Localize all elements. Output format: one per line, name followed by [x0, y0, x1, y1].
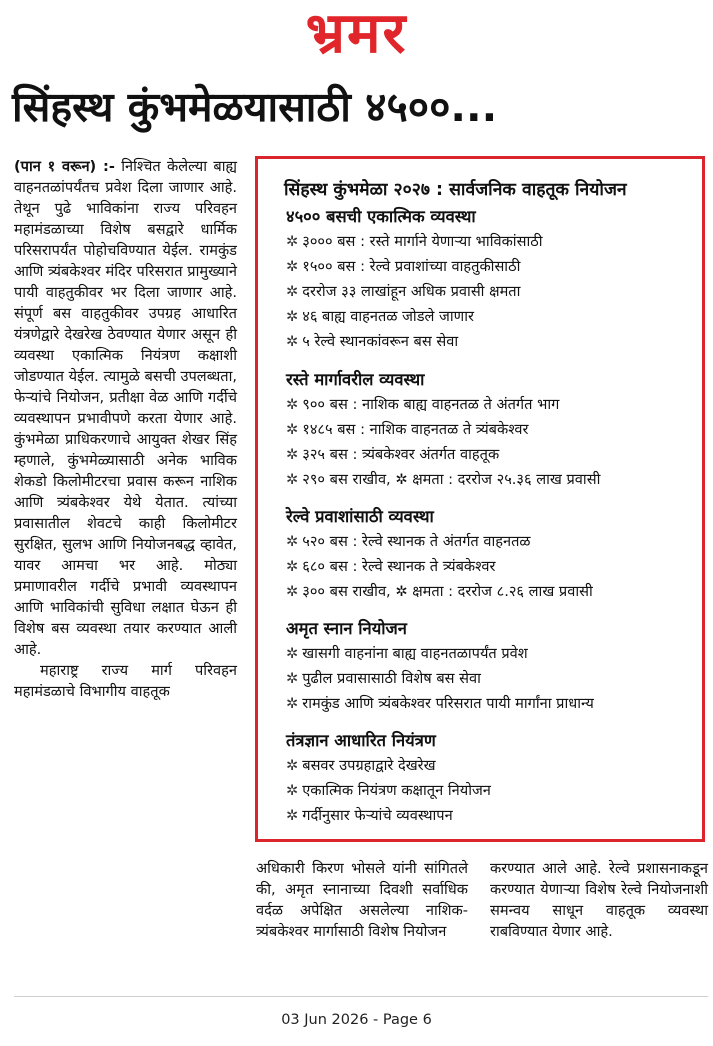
- asterisk-bullet-icon: ✲: [286, 757, 299, 774]
- article-column-2: अधिकारी किरण भोसले यांनी सांगितले की, अमृत स्नानाच्या दिवशी सर्वाधिक वर्दळ अपेक्षित असलेल्या नाशिक-त्र्यंबकेश्वर मार्गासाठी विशेष नियोजन: [256, 860, 468, 940]
- newspaper-masthead: भ्रमर: [305, 1, 408, 66]
- asterisk-bullet-icon: ✲: [286, 533, 299, 550]
- section-item-text: ३२५ बस : त्र्यंबकेश्वर अंतर्गत वाहतूक: [302, 446, 500, 463]
- section-item: [286, 467, 692, 492]
- article-column-3: करण्यात आले आहे. रेल्वे प्रशासनाकडून करण्यात येणाऱ्या विशेष रेल्वे नियोजनाशी समन्वय साधून वाहतूक व्यवस्था राबविण्यात येणार आहे.: [490, 860, 708, 940]
- section-heading: रस्ते मार्गावरील व्यवस्था: [286, 370, 425, 389]
- asterisk-bullet-icon: ✲: [286, 446, 299, 463]
- infobox-section: [286, 205, 692, 354]
- asterisk-bullet-icon: ✲: [286, 583, 299, 600]
- section-item: [286, 691, 692, 716]
- section-heading: रेल्वे प्रवाशांसाठी व्यवस्था: [286, 507, 434, 526]
- section-item-list: [286, 392, 692, 492]
- section-item-text: खासगी वाहनांना बाह्य वाहनतळापर्यंत प्रवेश: [302, 645, 528, 662]
- section-item-text: १४८५ बस : नाशिक वाहनतळ ते त्र्यंबकेश्वर: [302, 421, 529, 438]
- section-item-list: [286, 753, 692, 828]
- section-item-text: बसवर उपग्रहाद्वारे देखरेख: [302, 757, 436, 774]
- section-item: [286, 529, 692, 554]
- asterisk-bullet-icon: ✲: [286, 558, 299, 575]
- section-item: [286, 753, 692, 778]
- article-column-1: [14, 156, 237, 702]
- section-item: [286, 279, 692, 304]
- column-1-paragraph-2: महाराष्ट्र राज्य मार्ग परिवहन महामंडळाचे विभागीय वाहतूक: [14, 662, 237, 700]
- section-item: [286, 329, 692, 354]
- section-heading: अमृत स्नान नियोजन: [286, 619, 407, 638]
- section-item: [286, 803, 692, 828]
- asterisk-bullet-icon: ✲: [286, 670, 299, 687]
- asterisk-bullet-icon: ✲: [286, 782, 299, 799]
- section-item-text: १५०० बस : रेल्वे प्रवाशांच्या वाहतुकीसाठी: [302, 258, 521, 275]
- section-heading: तंत्रज्ञान आधारित नियंत्रण: [286, 731, 436, 750]
- section-item-text: ३००० बस : रस्ते मार्गाने येणाऱ्या भाविकांसाठी: [302, 233, 543, 250]
- section-item-list: [286, 229, 692, 354]
- section-item-text: रामकुंड आणि त्र्यंबकेश्वर परिसरात पायी मार्गांना प्राधान्य: [302, 695, 594, 712]
- section-item-text: एकात्मिक नियंत्रण कक्षातून नियोजन: [302, 782, 491, 799]
- infobox-title: सिंहस्थ कुंभमेळा २०२७ : सार्वजनिक वाहतूक नियोजन: [284, 180, 627, 200]
- page-footer: 03 Jun 2026 - Page 6: [281, 1012, 432, 1028]
- section-item: [286, 254, 692, 279]
- infobox-section: [286, 617, 692, 716]
- section-item: [286, 392, 692, 417]
- section-item: [286, 554, 692, 579]
- section-item-list: [286, 641, 692, 716]
- asterisk-bullet-icon: ✲: [286, 645, 299, 662]
- section-heading: ४५०० बसची एकात्मिक व्यवस्था: [286, 207, 476, 226]
- asterisk-bullet-icon: ✲: [286, 233, 299, 250]
- infobox-section: [286, 729, 692, 828]
- section-item: [286, 579, 692, 604]
- infobox-sections: [286, 205, 692, 828]
- section-item-text: ४६ बाह्य वाहनतळ जोडले जाणार: [302, 308, 474, 325]
- asterisk-bullet-icon: ✲: [286, 333, 299, 350]
- asterisk-bullet-icon: ✲: [286, 695, 299, 712]
- article-headline: सिंहस्थ कुंभमेळयासाठी ४५००...: [12, 83, 498, 131]
- column-1-body: निश्चित केलेल्या बाह्य वाहनतळांपर्यंतच प्रवेश दिला जाणार आहे. तेथून पुढे भाविकांना राज्य परिवहन महामंडळाच्या विशेष बसद्वारे धार्मिक परिसरापर्यंत पोहोचविण्यात येईल. रामकुंड आणि त्र्यंबकेश्वर मंदिर परिसरात प्रामुख्याने पायी वाहतुकीवर भर दिला जाणार आहे. संपूर्ण बस वाहतुकीवर उपग्रह आधारित यंत्रणेद्वारे देखरेख ठेवण्यात येणार असून ही व्यवस्था एकात्मिक नियंत्रण कक्षाशी जोडण्यात येईल. त्यामुळे बसची उपलब्धता, फेऱ्यांचे नियोजन, प्रतीक्षा वेळ आणि गर्दीचे व्यवस्थापन प्रभावीपणे करता येणार आहे. कुंभमेळा प्राधिकरणाचे आयुक्त शेखर सिंह म्हणाले, कुंभमेळ्यासाठी अनेक भाविक शेकडो किलोमीटरचा प्रवास करून नाशिक आणि त्र्यंबकेश्वर येथे येतात. त्यांच्या प्रवासातील शेवटचे काही किलोमीटर सुरक्षित, सुलभ आणि नियोजनबद्ध व्हावेत, यावर आमचा भर आहे. मोठ्या प्रमाणावरील गर्दीचे प्रभावी व्यवस्थापन आणि भाविकांची सुविधा लक्षात घेऊन ही विशेष बस व्यवस्था तयार करण्यात आली आहे.: [14, 158, 237, 658]
- section-item-text: २९० बस राखीव, ✲ क्षमता : दररोज २५.३६ लाख प्रवासी: [302, 471, 601, 488]
- section-item: [286, 304, 692, 329]
- asterisk-bullet-icon: ✲: [286, 396, 299, 413]
- section-item-text: ६८० बस : रेल्वे स्थानक ते त्र्यंबकेश्वर: [302, 558, 496, 575]
- section-item-list: [286, 529, 692, 604]
- section-item: [286, 641, 692, 666]
- section-item-text: ३०० बस राखीव, ✲ क्षमता : दररोज ८.२६ लाख प्रवासी: [302, 583, 593, 600]
- infobox-section: [286, 505, 692, 604]
- section-item-text: ९०० बस : नाशिक बाह्य वाहनतळ ते अंतर्गत भाग: [302, 396, 560, 413]
- column-1-paragraph-1: [14, 156, 237, 660]
- continuation-lead: (पान १ वरून) :-: [14, 158, 115, 175]
- section-item: [286, 666, 692, 691]
- asterisk-bullet-icon: ✲: [286, 308, 299, 325]
- section-item-text: पुढील प्रवासासाठी विशेष बस सेवा: [302, 670, 481, 687]
- section-item-text: दररोज ३३ लाखांहून अधिक प्रवासी क्षमता: [302, 283, 521, 300]
- footer-divider: [14, 996, 708, 997]
- asterisk-bullet-icon: ✲: [286, 421, 299, 438]
- section-item-text: गर्दीनुसार फेऱ्यांचे व्यवस्थापन: [302, 807, 453, 824]
- section-item: [286, 442, 692, 467]
- infobox-section: [286, 368, 692, 492]
- section-item-text: ५२० बस : रेल्वे स्थानक ते अंतर्गत वाहनतळ: [302, 533, 531, 550]
- asterisk-bullet-icon: ✲: [286, 258, 299, 275]
- transport-plan-infobox: [255, 156, 705, 842]
- asterisk-bullet-icon: ✲: [286, 283, 299, 300]
- section-item: [286, 229, 692, 254]
- section-item: [286, 778, 692, 803]
- asterisk-bullet-icon: ✲: [286, 807, 299, 824]
- section-item: [286, 417, 692, 442]
- asterisk-bullet-icon: ✲: [286, 471, 299, 488]
- section-item-text: ५ रेल्वे स्थानकांवरून बस सेवा: [302, 333, 459, 350]
